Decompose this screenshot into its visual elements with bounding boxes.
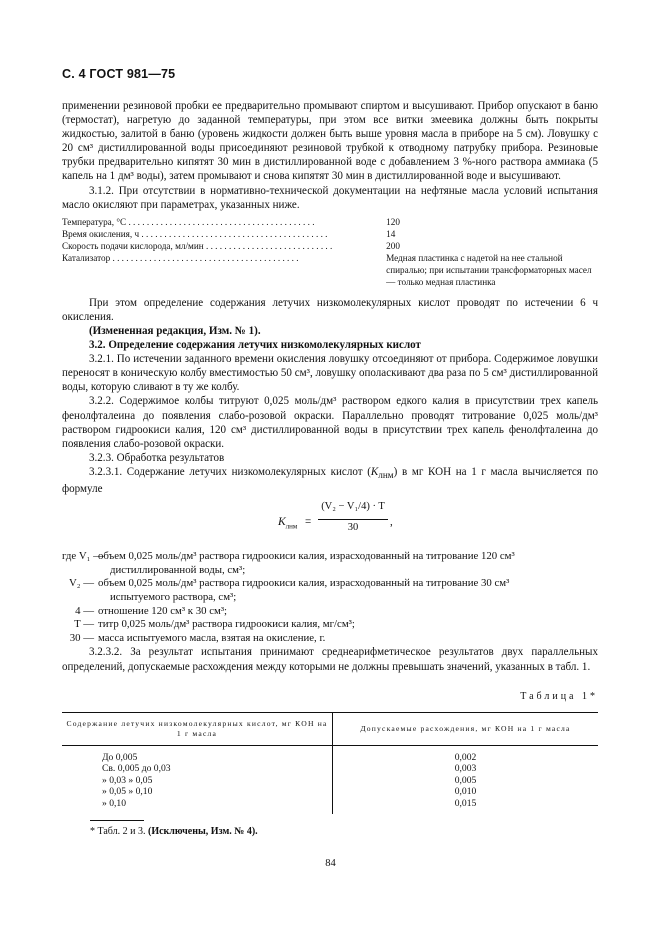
table-header-row [62,712,598,745]
definition-row [62,577,598,604]
table-cell: 0,015 [454,798,477,810]
parameter-row [62,216,598,228]
table-row [62,798,598,814]
table-cell: » 0,05 » 0,10 [62,786,333,798]
paragraph [62,465,598,496]
parameter-row [62,240,598,252]
table-caption: Таблица 1* [520,690,598,702]
definition-symbol: где V₁ — [62,550,104,563]
definition-text: объем 0,025 моль/дм³ раствора гидроокиси калия, израсходованный на титрование 120 см³ дистиллированной воды, см³; [98,550,598,577]
fraction-bar [318,519,388,520]
table-cell: 0,002 [454,751,477,763]
paragraph: 3.2.2. Содержимое колбы титруют 0,025 моль/дм³ раствором едкого калия в присутствии трех капель фенолфталеина до появления слабо-розовой окраски. Параллельно проводят титрование 0,025 моль/дм³ раствором гидроокиси калия, 120 см³ дистиллированной воды в присутствии трех капель фенолфталеина до появления слабо-розовой окраски. [62,395,598,450]
formula-numerator: (V₂ − V₁/4) · T [321,501,385,513]
definition-symbol: 30 — [69,631,94,644]
paragraph: При этом определение содержания летучих низкомолекулярных кислот проводят по истечении 6 ч окисления. [62,296,598,323]
definition-row [62,605,598,619]
table-cell: 0,003 [454,763,477,775]
table-header-cell: Допускаемые расхождения, мг КОН на 1 г масла [333,712,599,745]
definition-continuation: испытуемого раствора, см³; [110,591,237,604]
definition-symbol: V₂ — [68,577,94,590]
variable-definitions [62,550,598,645]
paragraph: 3.2.3. Обработка результатов [89,451,225,464]
table-row [62,745,598,763]
parameter-label: Катализатор . . . [62,252,334,288]
formula-denominator: 30 [347,522,359,534]
formula-lhs-subscript: лнм [285,522,298,531]
table-cell: До 0,005 [62,745,333,763]
tolerance-table [62,712,598,814]
paragraph: 3.2.1. По истечении заданного времени окисления ловушку отсоединяют от прибора. Содержимое ловушки переносят в коническую колбу вместимостью 50 см³, ловушку ополаскивают два раза по 5 см³ дистиллированной воды, которую сливают в ту же колбу. [62,353,598,394]
table-cell: 0,005 [454,774,477,786]
definition-text: масса испытуемого масла, взятая на окисление, г. [98,631,326,644]
paragraph-text: ) в мг КОН на 1 г масла вычисляется по формуле [62,465,598,496]
definition-symbol: 4 — [75,604,94,617]
table-row [62,763,598,775]
paragraph: 3.2.3.2. За результат испытания принимают среднеарифметическое результатов двух параллельных определений, допускаемые расхождения между которыми не должны превышать значений, указанных в табл. 1. [62,646,598,673]
section-heading: 3.2. Определение содержания летучих низкомолекулярных кислот [89,339,421,352]
definition-continuation: дистиллированной воды, см³; [110,563,246,576]
document-body [62,99,598,814]
footnote-emphasis: (Исключены, Изм. № 4). [147,826,258,837]
table-cell: Св. 0,005 до 0,03 [62,763,333,775]
parameter-label: Время окисления, ч . . . [62,228,334,240]
amendment-note: (Измененная редакция, Изм. № 1). [89,324,261,337]
formula-equals: = [305,516,312,529]
page-number: 84 [325,858,336,869]
parameter-value: 200 [386,240,400,251]
parameter-label: Температура, °С . . . [62,216,334,228]
parameters-list [62,216,598,288]
formula-lhs: $K_{лнм}$ [278,516,298,531]
parameter-value: 14 [386,228,396,239]
table-header-cell: Содержание летучих низкомолекулярных кислот, мг КОН на 1 г масла [62,712,333,745]
definition-symbol: T — [74,618,94,631]
paragraph-text: 3.2.3.1. Содержание летучих низкомолекулярных кислот ( [89,465,371,478]
parameter-row [62,252,598,288]
paragraph: 3.1.2. При отсутствии в нормативно-технической документации на нефтяные масла условий испытания масло окисляют при параметрах, указанных ниже. [62,184,598,211]
symbol: K [370,465,379,478]
page-header: С. 4 ГОСТ 981—75 [62,67,176,81]
parameter-label: Скорость подачи кислорода, мл/мин . . . [62,240,334,252]
table-row [62,775,598,787]
formula [62,500,598,546]
parameter-value: Медная пластинка с надетой на нее стальной спиралью; при испытании трансформаторных масел — только медная пластинка [386,252,592,287]
definition-row [62,550,598,577]
definition-text: объем 0,025 моль/дм³ раствора гидроокиси калия, израсходованный на титрование 30 см³ испытуемого раствора, см³; [98,577,598,604]
formula-tail: , [390,516,393,529]
table-row [62,786,598,798]
table-cell: » 0,10 [62,798,333,814]
table-cell: » 0,03 » 0,05 [62,775,333,787]
parameter-value: 120 [386,216,400,227]
symbol-subscript: лнм [378,470,394,481]
definition-text: отношение 120 см³ к 30 см³; [98,604,228,617]
parameter-row [62,228,598,240]
definition-text: титр 0,025 моль/дм³ раствора гидроокиси калия, мг/см³; [98,618,355,631]
definition-row [62,618,598,632]
table-cell: 0,010 [454,786,477,798]
footnote-divider [90,820,144,821]
paragraph: применении резиновой пробки ее предварительно промывают спиртом и высушивают. Прибор опускают в баню (термостат), нагретую до заданной температуры, при этом все витки змеевика должны быть покрыты жидкостью, залитой в баню (уровень жидкости должен быть выше уровня масла в приборе на 5 см). Ловушку с 20 см³ дистиллированной воды присоединяют резиновой трубкой к отводному патрубку прибора. Резиновые трубки предварительно кипятят 30 мин в дистиллированной воде с добавлением 3 %-ного раствора аммиака (5 капель на 1 дм³ воды), затем промывают и снова кипятят 30 мин в дистиллированной воде и высушивают. [62,100,598,183]
definition-row [62,632,598,646]
footnote: * Табл. 2 и 3. (Исключены, Изм. № 4). [90,826,258,837]
